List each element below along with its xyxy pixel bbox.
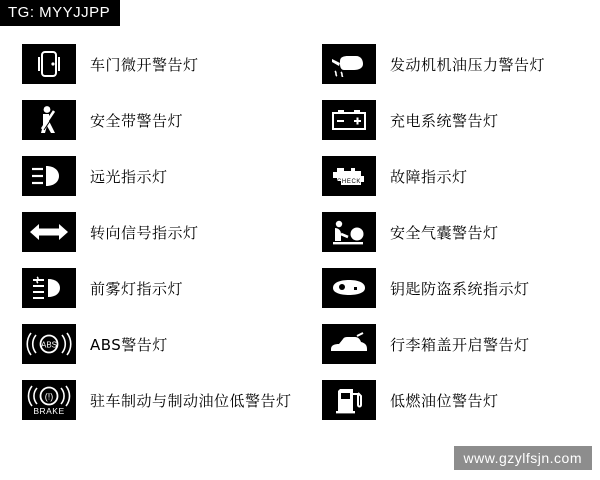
list-item-label: 转向信号指示灯 (90, 223, 199, 242)
watermark: www.gzylfsjn.com (454, 446, 592, 470)
svg-text:CHECK: CHECK (336, 179, 362, 185)
list-item (0, 92, 300, 148)
list-item (0, 204, 300, 260)
list-item (300, 260, 600, 316)
list-item (300, 148, 600, 204)
oil-pressure-icon (322, 44, 376, 84)
list-item (0, 316, 300, 372)
right-column (300, 36, 600, 428)
trunk-open-icon (322, 324, 376, 364)
list-item (300, 372, 600, 428)
abs-icon (22, 324, 76, 364)
list-item-label: 前雾灯指示灯 (90, 279, 184, 298)
list-item (300, 316, 600, 372)
list-item-label: 发动机机油压力警告灯 (390, 55, 546, 74)
parking-brake-icon (22, 380, 76, 420)
low-fuel-icon (322, 380, 376, 420)
immobilizer-key-icon (322, 268, 376, 308)
list-item-label: 故障指示灯 (390, 167, 468, 186)
list-item (300, 92, 600, 148)
car-door-ajar-icon (22, 44, 76, 84)
left-column (0, 36, 300, 428)
list-item-label: 低燃油位警告灯 (390, 391, 499, 410)
list-item-label: 安全带警告灯 (90, 111, 184, 130)
list-item (0, 148, 300, 204)
list-item (0, 260, 300, 316)
front-fog-lamp-icon (22, 268, 76, 308)
list-item (300, 204, 600, 260)
list-item (300, 36, 600, 92)
battery-charging-icon (322, 100, 376, 140)
list-item-label: ABS警告灯 (90, 335, 168, 354)
list-item-label: 车门微开警告灯 (90, 55, 199, 74)
list-item (0, 372, 300, 428)
list-item-label: 钥匙防盗系统指示灯 (390, 279, 530, 298)
list-item-label: 驻车制动与制动油位低警告灯 (90, 391, 292, 410)
check-engine-icon (322, 156, 376, 196)
list-item (0, 36, 300, 92)
seatbelt-icon (22, 100, 76, 140)
list-item-label: 安全气囊警告灯 (390, 223, 499, 242)
high-beam-icon (22, 156, 76, 196)
list-item-label: 充电系统警告灯 (390, 111, 499, 130)
tg-badge: TG: MYYJJPP (0, 0, 120, 26)
airbag-icon (322, 212, 376, 252)
svg-text:(!): (!) (44, 391, 54, 402)
svg-text:ABS: ABS (40, 340, 58, 350)
warning-light-grid (0, 36, 600, 428)
turn-signal-icon (22, 212, 76, 252)
list-item-label: 远光指示灯 (90, 167, 168, 186)
list-item-label: 行李箱盖开启警告灯 (390, 335, 530, 354)
svg-text:BRAKE: BRAKE (33, 406, 65, 416)
